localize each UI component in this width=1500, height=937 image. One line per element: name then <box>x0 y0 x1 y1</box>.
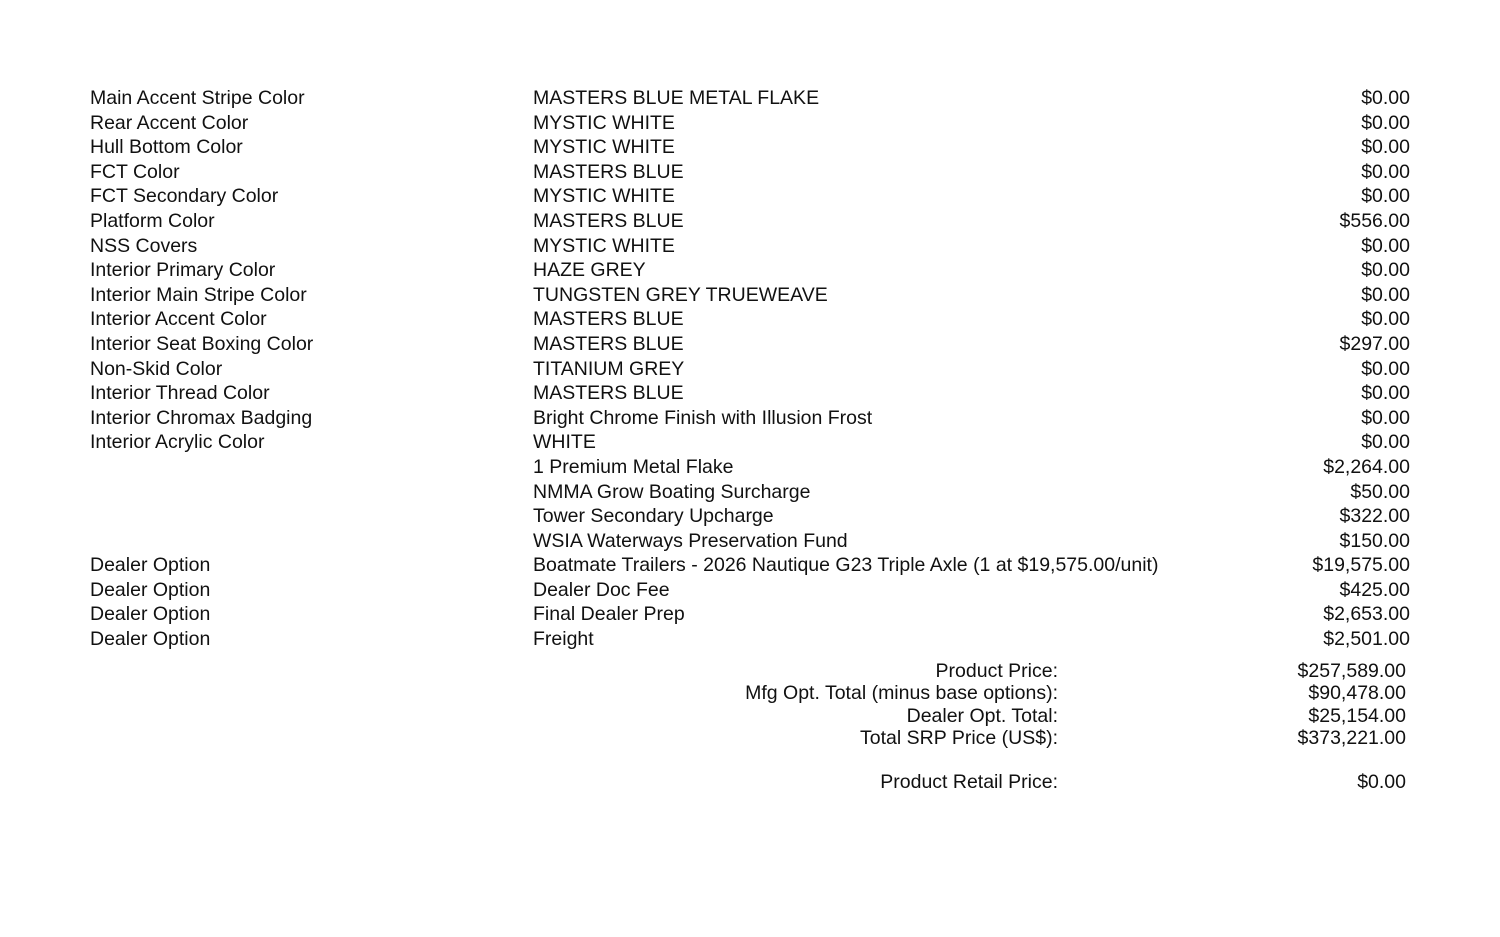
option-row <box>90 553 1410 578</box>
option-value: MASTERS BLUE <box>533 160 684 183</box>
option-row <box>90 184 1410 209</box>
option-price: $0.00 <box>1361 357 1410 380</box>
option-category: Interior Accent Color <box>90 308 267 331</box>
option-category: Interior Primary Color <box>90 259 276 282</box>
option-category: Dealer Option <box>90 554 211 577</box>
option-row <box>90 357 1410 382</box>
option-category: Dealer Option <box>90 603 211 626</box>
option-row <box>90 627 1410 652</box>
option-row <box>90 258 1410 283</box>
option-value: Final Dealer Prep <box>533 603 685 626</box>
option-row <box>90 307 1410 332</box>
option-value: TITANIUM GREY <box>533 357 685 380</box>
option-row <box>90 381 1410 406</box>
total-label: Product Price: <box>935 660 1058 682</box>
option-row <box>90 578 1410 603</box>
option-category: Platform Color <box>90 209 215 232</box>
total-value: $257,589.00 <box>1297 660 1406 682</box>
option-value: Boatmate Trailers - 2026 Nautique G23 Triple Axle (1 at $19,575.00/unit) <box>533 554 1159 577</box>
option-price: $0.00 <box>1361 283 1410 306</box>
option-price: $0.00 <box>1361 185 1410 208</box>
total-value: $25,154.00 <box>1308 704 1406 727</box>
option-price: $322.00 <box>1339 505 1410 528</box>
option-value: NMMA Grow Boating Surcharge <box>533 480 811 503</box>
option-price: $0.00 <box>1361 136 1410 159</box>
option-row <box>90 283 1410 308</box>
option-value: MASTERS BLUE <box>533 308 684 331</box>
retail-price-label: Product Retail Price: <box>880 771 1058 793</box>
option-value: MASTERS BLUE <box>533 332 684 355</box>
option-value: MASTERS BLUE <box>533 209 684 232</box>
option-row <box>90 430 1410 455</box>
option-value: MYSTIC WHITE <box>533 136 675 159</box>
option-price: $0.00 <box>1361 87 1410 109</box>
option-price: $556.00 <box>1339 209 1410 232</box>
option-value: MYSTIC WHITE <box>533 185 675 208</box>
option-row <box>90 234 1410 259</box>
option-category: FCT Secondary Color <box>90 185 279 208</box>
option-row <box>90 529 1410 554</box>
option-value: TUNGSTEN GREY TRUEWEAVE <box>533 283 828 306</box>
option-category: Dealer Option <box>90 578 211 601</box>
option-price: $0.00 <box>1361 111 1410 134</box>
option-row <box>90 480 1410 505</box>
option-category: Interior Main Stripe Color <box>90 283 307 306</box>
option-price: $150.00 <box>1339 529 1410 552</box>
option-row <box>90 332 1410 357</box>
option-value: WSIA Waterways Preservation Fund <box>533 529 848 552</box>
option-row <box>90 455 1410 480</box>
total-label: Mfg Opt. Total (minus base options): <box>745 682 1058 705</box>
option-price: $2,501.00 <box>1323 628 1410 651</box>
option-category: Rear Accent Color <box>90 111 249 134</box>
total-row-mfg-options <box>600 682 1406 704</box>
option-price: $2,264.00 <box>1323 455 1410 478</box>
option-price: $425.00 <box>1339 578 1410 601</box>
option-category: Non-Skid Color <box>90 357 223 380</box>
option-value: HAZE GREY <box>533 259 646 282</box>
option-value: WHITE <box>533 431 596 454</box>
option-price: $0.00 <box>1361 406 1410 429</box>
option-category: Interior Chromax Badging <box>90 406 313 429</box>
option-value: Tower Secondary Upcharge <box>533 505 774 528</box>
option-value: Bright Chrome Finish with Illusion Frost <box>533 406 873 429</box>
option-value: MASTERS BLUE METAL FLAKE <box>533 87 820 109</box>
option-row <box>90 111 1410 136</box>
options-table <box>90 86 1410 652</box>
option-row <box>90 209 1410 234</box>
option-price: $2,653.00 <box>1323 603 1410 626</box>
option-category: Interior Seat Boxing Color <box>90 332 314 355</box>
option-price: $0.00 <box>1361 234 1410 257</box>
option-price: $0.00 <box>1361 160 1410 183</box>
option-category: NSS Covers <box>90 234 198 257</box>
option-value: Dealer Doc Fee <box>533 578 670 601</box>
retail-price-value: $0.00 <box>1357 771 1406 793</box>
option-price: $0.00 <box>1361 382 1410 405</box>
option-category: Interior Acrylic Color <box>90 431 265 454</box>
option-row <box>90 602 1410 627</box>
option-price: $0.00 <box>1361 308 1410 331</box>
option-category: Dealer Option <box>90 628 211 651</box>
option-value: 1 Premium Metal Flake <box>533 455 734 478</box>
total-row-srp <box>600 727 1406 749</box>
total-value: $90,478.00 <box>1308 682 1406 705</box>
option-price: $0.00 <box>1361 259 1410 282</box>
option-value: MYSTIC WHITE <box>533 111 675 134</box>
option-category: Hull Bottom Color <box>90 136 243 159</box>
option-value: Freight <box>533 628 594 651</box>
option-price: $50.00 <box>1350 480 1410 503</box>
option-row <box>90 135 1410 160</box>
total-label: Dealer Opt. Total: <box>906 704 1058 727</box>
option-row <box>90 160 1410 185</box>
option-category: FCT Color <box>90 160 180 183</box>
option-value: MYSTIC WHITE <box>533 234 675 257</box>
option-row <box>90 86 1410 111</box>
total-row-dealer-options <box>600 705 1406 727</box>
total-value: $373,221.00 <box>1297 726 1406 749</box>
option-price: $19,575.00 <box>1312 554 1410 577</box>
option-row <box>90 504 1410 529</box>
total-row-retail-price <box>600 771 1406 793</box>
retail-price-summary <box>600 771 1406 793</box>
option-value: MASTERS BLUE <box>533 382 684 405</box>
option-price: $297.00 <box>1339 332 1410 355</box>
total-label: Total SRP Price (US$): <box>860 726 1058 749</box>
option-category: Main Accent Stripe Color <box>90 87 305 109</box>
option-category: Interior Thread Color <box>90 382 270 405</box>
total-row-product-price <box>600 660 1406 682</box>
totals-summary <box>600 660 1406 749</box>
option-price: $0.00 <box>1361 431 1410 454</box>
option-row <box>90 406 1410 431</box>
